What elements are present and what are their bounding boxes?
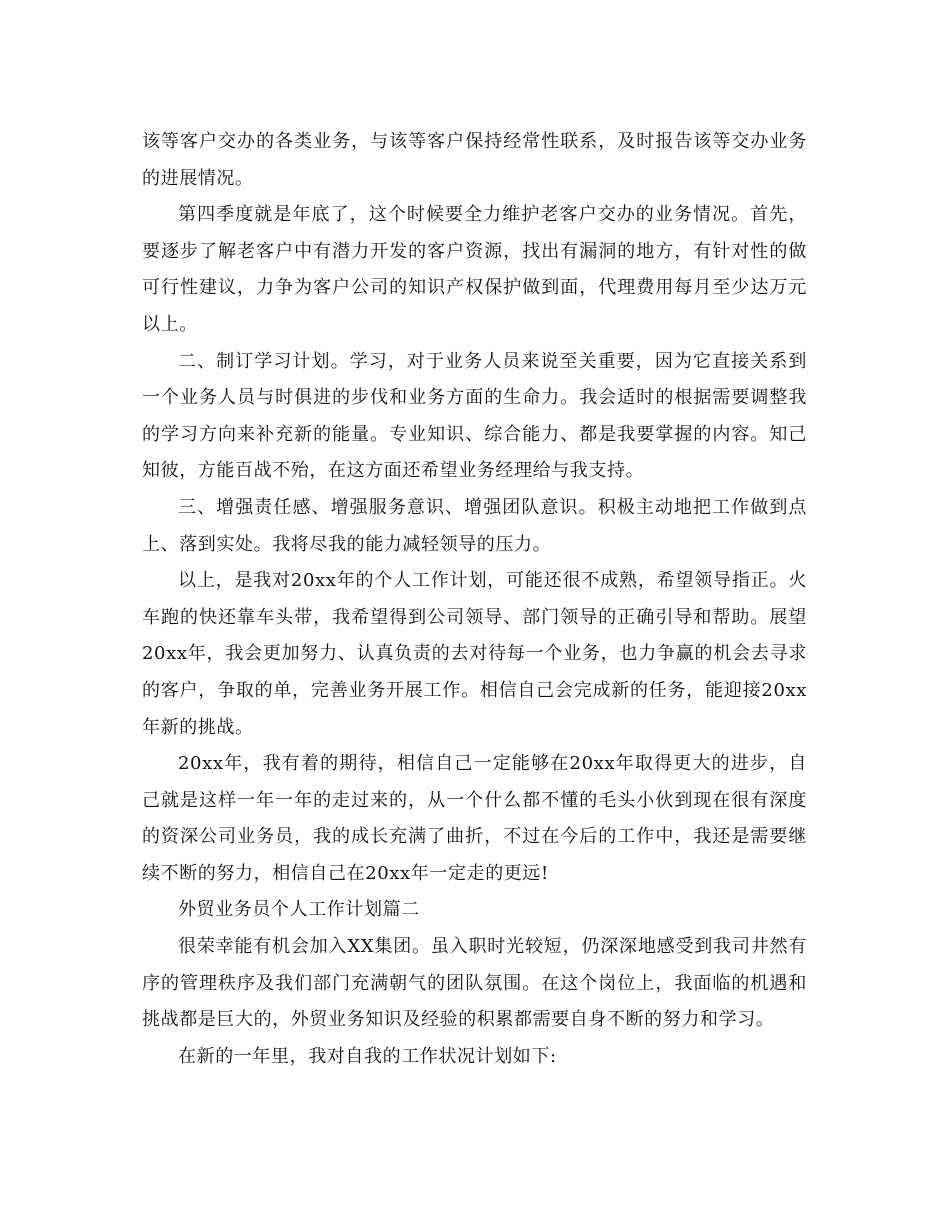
document-body (142, 124, 807, 1075)
paragraph-continuation: 该等客户交办的各类业务，与该等客户保持经常性联系，及时报告该等交办业务的进展情况。 (142, 131, 807, 189)
paragraph-plan-lead: 在新的一年里，我对自我的工作状况计划如下: (178, 1045, 557, 1067)
paragraph-q4-plan: 第四季度就是年底了，这个时候要全力维护老客户交办的业务情况。首先，要逐步了解老客户中有潜力开发的客户资源，找出有漏洞的地方，有针对性的做可行性建议，力争为客户公司的知识产权保护做到面，代理费用每月至少达万元以上。 (142, 204, 807, 335)
paragraph-summary: 以上，是我对20xx年的个人工作计划，可能还很不成熟，希望领导指正。火车跑的快还靠车头带，我希望得到公司领导、部门领导的正确引导和帮助。展望20xx年，我会更加努力、认真负责的去对待每一个业务，也力争赢的机会去寻求的客户，争取的单，完善业务开展工作。相信自己会完成新的任务，能迎接20xx年新的挑战。 (142, 570, 807, 738)
paragraph-expectation: 20xx年，我有着的期待，相信自己一定能够在20xx年取得更大的进步，自己就是这样一年一年的走过来的，从一个什么都不懂的毛头小伙到现在很有深度的资深公司业务员，我的成长充满了曲折，不过在今后的工作中，我还是需要继续不断的努力，相信自己在20xx年一定走的更远! (142, 753, 807, 884)
paragraph-intro: 很荣幸能有机会加入XX集团。虽入职时光较短，仍深深地感受到我司井然有序的管理秩序及我们部门充满朝气的团队氛围。在这个岗位上，我面临的机遇和挑战都是巨大的，外贸业务知识及经验的积累都需要自身不断的努力和学习。 (142, 936, 807, 1031)
paragraph-study-plan: 二、制订学习计划。学习，对于业务人员来说至关重要，因为它直接关系到一个业务人员与时俱进的步伐和业务方面的生命力。我会适时的根据需要调整我的学习方向来补充新的能量。专业知识、综合能力、都是我要掌握的内容。知己知彼，方能百战不殆，在这方面还希望业务经理给与我支持。 (142, 350, 807, 482)
section-heading: 外贸业务员个人工作计划篇二 (178, 899, 420, 921)
paragraph-responsibility: 三、增强责任感、增强服务意识、增强团队意识。积极主动地把工作做到点上、落到实处。我将尽我的能力减轻领导的压力。 (142, 496, 807, 555)
